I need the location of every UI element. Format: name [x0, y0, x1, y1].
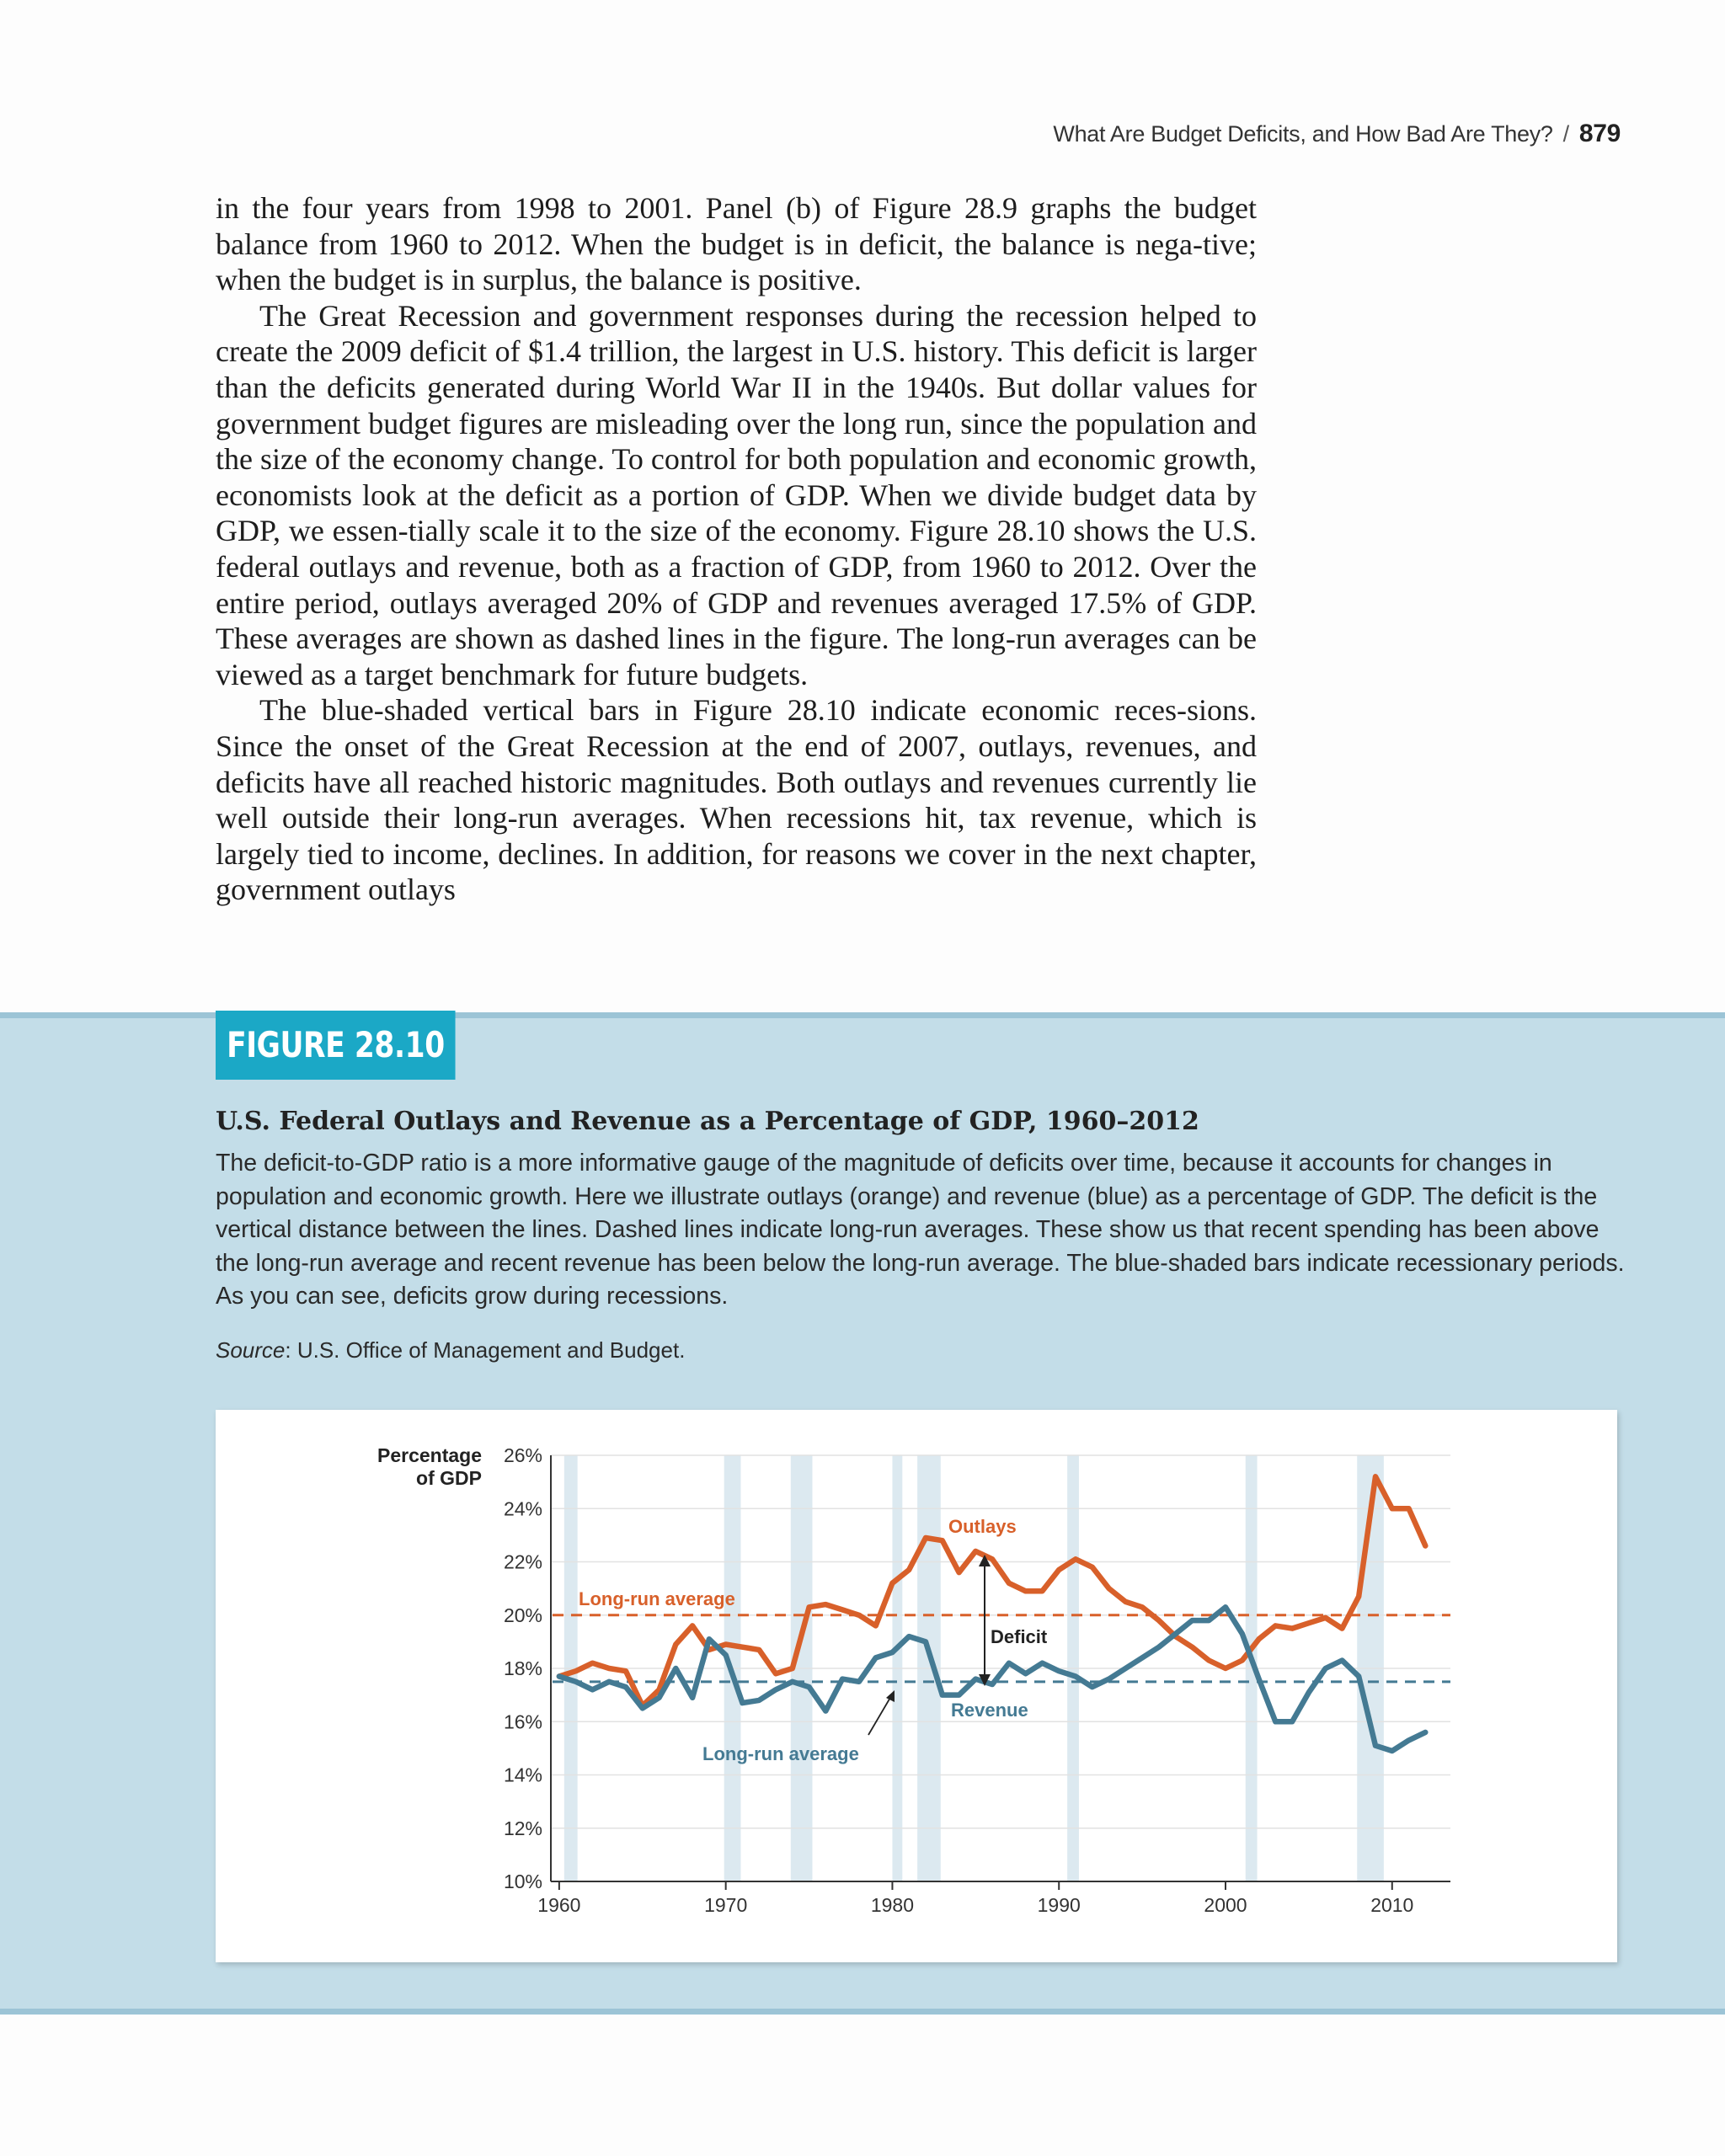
y-axis-label-line-2: of GDP [416, 1467, 482, 1489]
figure-source-text: : U.S. Office of Management and Budget. [285, 1337, 686, 1363]
revenue-average-pointer [868, 1690, 895, 1735]
x-tick-label: 1970 [704, 1894, 748, 1916]
outlays-revenue-chart [216, 1410, 1617, 1962]
y-tick-label: 24% [503, 1497, 542, 1520]
deficit-arrow [979, 1555, 991, 1686]
figure-label: FIGURE 28.10 [216, 1011, 456, 1080]
x-tick-label: 2000 [1204, 1894, 1247, 1916]
body-paragraph-1: in the four years from 1998 to 2001. Panel (b) of Figure 28.9 graphs the budget balance from 1960 to 2012. When the budget is in deficit, the balance is nega-tive; when the budget is in surplus, the balance is positive. [216, 191, 1257, 297]
y-tick-label: 14% [503, 1764, 542, 1786]
outlays-annotation: Outlays [948, 1516, 1017, 1537]
page-number: 879 [1578, 120, 1621, 147]
x-tick-label: 1980 [870, 1894, 915, 1916]
y-tick-label: 16% [503, 1710, 542, 1733]
body-paragraph-3: The blue-shaded vertical bars in Figure 28.10 indicate economic reces-sions. Since the onset of the Great Recession at the end of 2007, outlays, revenues, and deficits have all reached historic magnitudes. Both outlays and revenues currently lie well outside their long-run averages. When recessions hit, tax revenue, which is largely tied to income, declines. In addition, for reasons we cover in the next chapter, government outlays [216, 693, 1257, 907]
y-tick-label: 18% [503, 1657, 542, 1679]
deficit-annotation: Deficit [991, 1626, 1048, 1647]
y-tick-label: 26% [503, 1444, 542, 1466]
running-title: What Are Budget Deficits, and How Bad Are They? [1053, 121, 1553, 147]
running-head-separator: / [1562, 121, 1569, 147]
revenue-annotation: Revenue [951, 1700, 1028, 1721]
figure-source-label: Source [216, 1337, 286, 1363]
y-tick-label: 20% [503, 1604, 542, 1626]
y-tick-label: 12% [503, 1817, 542, 1839]
body-text [216, 190, 1257, 908]
figure-caption: The deficit-to-GDP ratio is a more informative gauge of the magnitude of deficits over time, because it accounts for changes in population and economic growth. Here we illustrate outlays (orange) and revenue (blue) as a percentage of GDP. The deficit is the vertical distance between the lines. Dashed lines indicate long-run averages. These show us that recent spending has been above the long-run average and recent revenue has been below the long-run average. The blue-shaded bars indicate recessionary periods. As you can see, deficits grow during recessions. [216, 1150, 1625, 1310]
x-tick-label: 1990 [1037, 1894, 1081, 1916]
y-axis-label-line-1: Percentage [377, 1444, 482, 1466]
x-tick-label: 2010 [1370, 1894, 1414, 1916]
y-tick-label: 10% [503, 1870, 542, 1892]
body-paragraph-2: The Great Recession and government responses during the recession helped to create the 2009 deficit of $1.4 trillion, the largest in U.S. history. This deficit is larger than the deficits generated during World War II in the 1940s. But dollar values for government budget figures are misleading over the long run, since the population and the size of the economy change. To control for both population and economic growth, economists look at the deficit as a portion of GDP. When we divide budget data by GDP, we essen-tially scale it to the size of the economy. Figure 28.10 shows the U.S. federal outlays and revenue, both as a fraction of GDP, from 1960 to 2012. Over the entire period, outlays averaged 20% of GDP and revenues averaged 17.5% of GDP. These averages are shown as dashed lines in the figure. The long-run averages can be viewed as a target benchmark for future budgets. [216, 298, 1257, 691]
revenue-average-pointer-line [868, 1696, 891, 1735]
y-tick-label: 22% [503, 1550, 542, 1573]
revenue-average-pointer-head [886, 1690, 895, 1702]
outlays-average-annotation: Long-run average [579, 1588, 735, 1609]
chart-card [216, 1410, 1617, 1962]
running-head [1053, 120, 1621, 148]
figure-source [216, 1337, 685, 1364]
x-tick-label: 1960 [537, 1894, 581, 1916]
revenue-average-annotation: Long-run average [702, 1743, 859, 1764]
figure-title: U.S. Federal Outlays and Revenue as a Percentage of GDP, 1960–2012 [216, 1107, 1199, 1136]
